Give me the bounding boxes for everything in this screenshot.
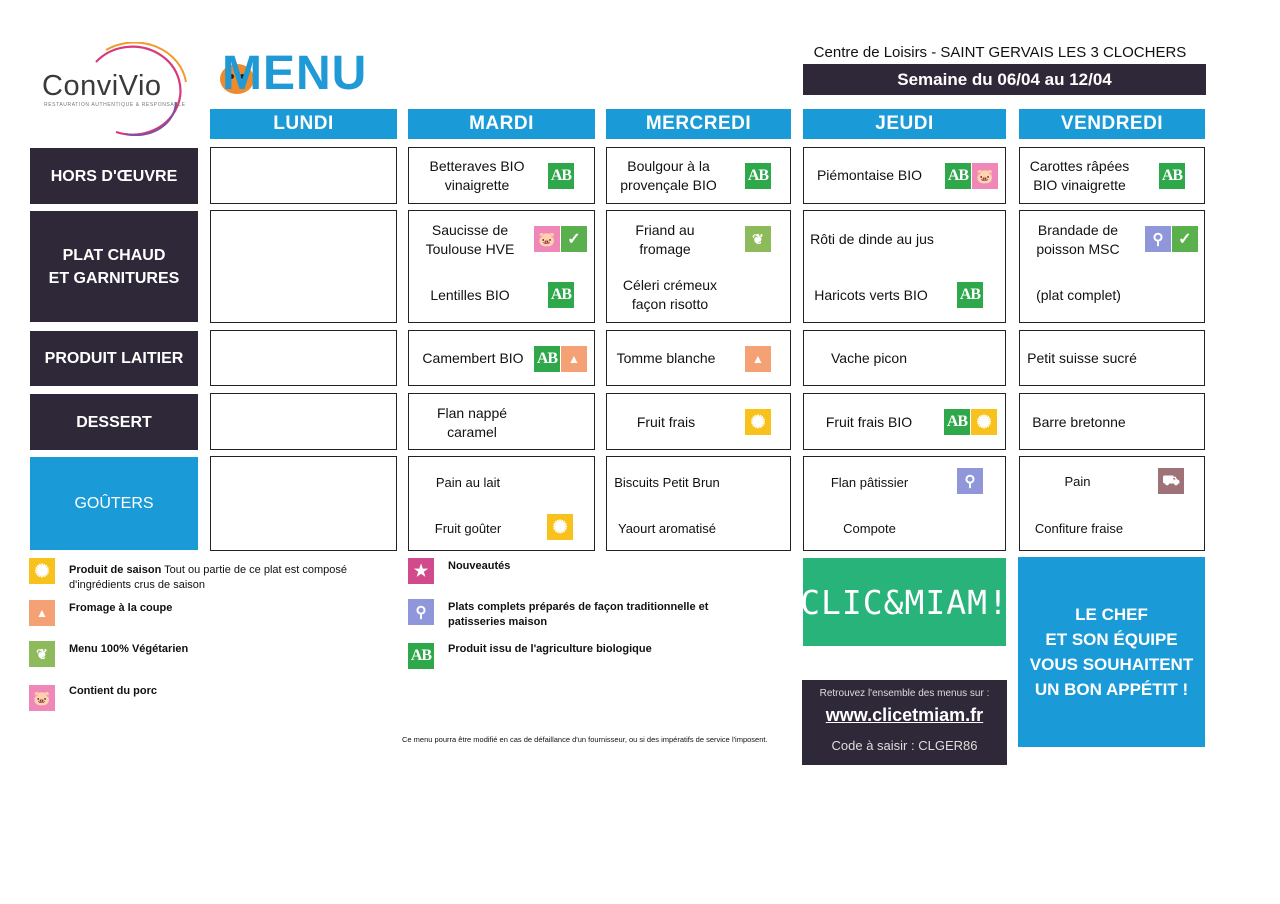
dish-name: Tomme blanche: [616, 350, 716, 366]
week-banner: Semaine du 06/04 au 12/04: [803, 64, 1206, 95]
bio-icon: AB: [1159, 163, 1185, 189]
row-header-gouters: GOÛTERS: [30, 457, 198, 550]
logo-tagline: RESTAURATION AUTHENTIQUE & RESPONSABLE: [44, 102, 186, 108]
dish-name: Vache picon: [830, 350, 907, 366]
centre-name: Centre de Loisirs - SAINT GERVAIS LES 3 CLOCHERS: [813, 44, 1187, 61]
access-code: Code à saisir : CLGER86: [831, 738, 978, 753]
cell-lundi-dessert: [210, 393, 397, 450]
whisk-icon: ⚲: [408, 599, 434, 625]
dish-name: Piémontaise BIO: [816, 167, 923, 183]
cell-vendredi-hors: [1019, 147, 1205, 204]
row-header-plat-chaud: PLAT CHAUD ET GARNITURES: [30, 211, 198, 322]
whisk-icon: ⚲: [957, 468, 983, 494]
legend-nouveautes: Nouveautés: [448, 560, 511, 572]
row-header-dessert: DESSERT: [30, 394, 198, 450]
dish-name: Confiture fraise: [1034, 521, 1124, 536]
cell-jeudi-hors: [803, 147, 1006, 204]
row-header-produit-laitier: PRODUIT LAITIER: [30, 331, 198, 386]
website-link[interactable]: www.clicetmiam.fr: [825, 705, 984, 725]
dish-name: Saucisse de Toulouse HVE: [425, 222, 515, 257]
dish-name: Camembert BIO: [422, 350, 524, 366]
vegetarian-icon: ❦: [29, 641, 55, 667]
sun-icon: ✺: [547, 514, 573, 540]
menu-title: MENU: [222, 47, 368, 100]
cell-vendredi-dessert: [1019, 393, 1205, 450]
dish-name: Biscuits Petit Brun: [614, 475, 720, 490]
check-icon: ✓: [561, 226, 587, 252]
clicetmiam-logo: CLIC&MIAM!: [803, 558, 1006, 646]
dish-name: Lentilles BIO: [430, 287, 510, 303]
cell-lundi-laitier: [210, 330, 397, 386]
cell-vendredi-gouter: [1019, 456, 1205, 551]
sun-icon: ✺: [29, 558, 55, 584]
dish-name: Boulgour à la provençale BIO: [620, 158, 717, 193]
day-header-mardi: MARDI: [408, 109, 595, 139]
convivio-logo: [36, 42, 196, 136]
cheese-icon: ▲: [29, 600, 55, 626]
pork-icon: 🐷: [534, 226, 560, 252]
website-intro: Retrouvez l'ensemble des menus sur :: [819, 688, 990, 699]
legend-plats-complets: Plats complets préparés de façon traditionnelle et patisseries maison: [448, 601, 709, 628]
dish-name: Rôti de dinde au jus: [810, 231, 934, 247]
cell-lundi-hors: [210, 147, 397, 204]
cell-mardi-hors: [408, 147, 595, 204]
dish-name: Céleri crémeux façon risotto: [622, 277, 718, 312]
dish-name: Pain au lait: [435, 475, 501, 490]
legend-saison: [69, 563, 369, 593]
cell-vendredi-plat: [1019, 210, 1205, 323]
check-icon: ✓: [1172, 226, 1198, 252]
dish-name: Compote: [843, 521, 896, 536]
chef-message: LE CHEF ET SON ÉQUIPE VOUS SOUHAITENT UN BON APPÉTIT !: [1018, 557, 1205, 747]
vegetarian-icon: ❦: [745, 226, 771, 252]
dish-name: Yaourt aromatisé: [617, 521, 717, 536]
dish-name: Fruit frais: [636, 414, 696, 430]
legend-bio: Produit issu de l'agriculture biologique: [448, 643, 652, 655]
sun-icon: ✺: [745, 409, 771, 435]
whisk-icon: ⚲: [1145, 226, 1171, 252]
dish-name: Pain: [1064, 474, 1091, 489]
cell-jeudi-dessert: [803, 393, 1006, 450]
cell-mercredi-hors: [606, 147, 791, 204]
cheese-icon: ▲: [745, 346, 771, 372]
cell-mercredi-laitier: [606, 330, 791, 386]
star-icon: ★: [408, 558, 434, 584]
legend-vegetarien: Menu 100% Végétarien: [69, 643, 189, 655]
cheese-icon: ▲: [561, 346, 587, 372]
bio-icon: AB: [944, 409, 970, 435]
day-header-mercredi: MERCREDI: [606, 109, 791, 139]
sun-icon: ✺: [971, 409, 997, 435]
cell-mardi-dessert: [408, 393, 595, 450]
disclaimer: Ce menu pourra être modifié en cas de défaillance d'un fournisseur, ou si des impératifs de service l'imposent.: [402, 735, 768, 744]
legend-saison-desc: Tout ou partie de ce plat est composé d'ingrédients crus de saison: [69, 564, 347, 591]
bio-icon: AB: [548, 163, 574, 189]
day-header-vendredi: VENDREDI: [1019, 109, 1205, 139]
cell-mercredi-dessert: [606, 393, 791, 450]
bio-icon: AB: [548, 282, 574, 308]
bio-icon: AB: [745, 163, 771, 189]
dish-name: Fruit goûter: [434, 521, 502, 536]
tractor-icon: ⛟: [1158, 468, 1184, 494]
bio-icon: AB: [957, 282, 983, 308]
dish-name: Barre bretonne: [1032, 414, 1126, 430]
logo-name: ConviVio: [42, 70, 162, 102]
dish-name: Friand au fromage: [635, 222, 695, 257]
dish-name: Flan nappé caramel: [436, 405, 508, 440]
dish-name: Haricots verts BIO: [814, 287, 928, 303]
legend-porc: Contient du porc: [69, 685, 157, 697]
cell-mardi-gouter: [408, 456, 595, 551]
cell-mercredi-plat: [606, 210, 791, 323]
bio-icon: AB: [945, 163, 971, 189]
website-box: [802, 680, 1007, 765]
legend-fromage: Fromage à la coupe: [69, 602, 173, 614]
cell-mercredi-gouter: [606, 456, 791, 551]
bio-icon: AB: [534, 346, 560, 372]
cell-mardi-plat: [408, 210, 595, 323]
dish-name: Betteraves BIO vinaigrette: [429, 158, 525, 193]
cell-lundi-gouter: [210, 456, 397, 551]
pork-icon: 🐷: [972, 163, 998, 189]
cell-jeudi-plat: [803, 210, 1006, 323]
day-header-jeudi: JEUDI: [803, 109, 1006, 139]
row-header-hors-doeuvre: HORS D'ŒUVRE: [30, 148, 198, 204]
cell-mardi-laitier: [408, 330, 595, 386]
dish-name: Brandade de poisson MSC: [1036, 222, 1120, 257]
dish-name: Carottes râpées BIO vinaigrette: [1029, 158, 1130, 193]
dish-name: Flan pâtissier: [830, 475, 909, 490]
dish-name: Petit suisse sucré: [1027, 350, 1137, 366]
dish-name: Fruit frais BIO: [825, 414, 913, 430]
day-header-lundi: LUNDI: [210, 109, 397, 139]
cell-jeudi-laitier: [803, 330, 1006, 386]
cell-vendredi-laitier: [1019, 330, 1205, 386]
pork-icon: 🐷: [29, 685, 55, 711]
cell-lundi-plat: [210, 210, 397, 323]
dish-name: (plat complet): [1036, 287, 1121, 303]
cell-jeudi-gouter: [803, 456, 1006, 551]
bio-icon: AB: [408, 643, 434, 669]
legend-saison-title: Produit de saison: [69, 564, 162, 576]
